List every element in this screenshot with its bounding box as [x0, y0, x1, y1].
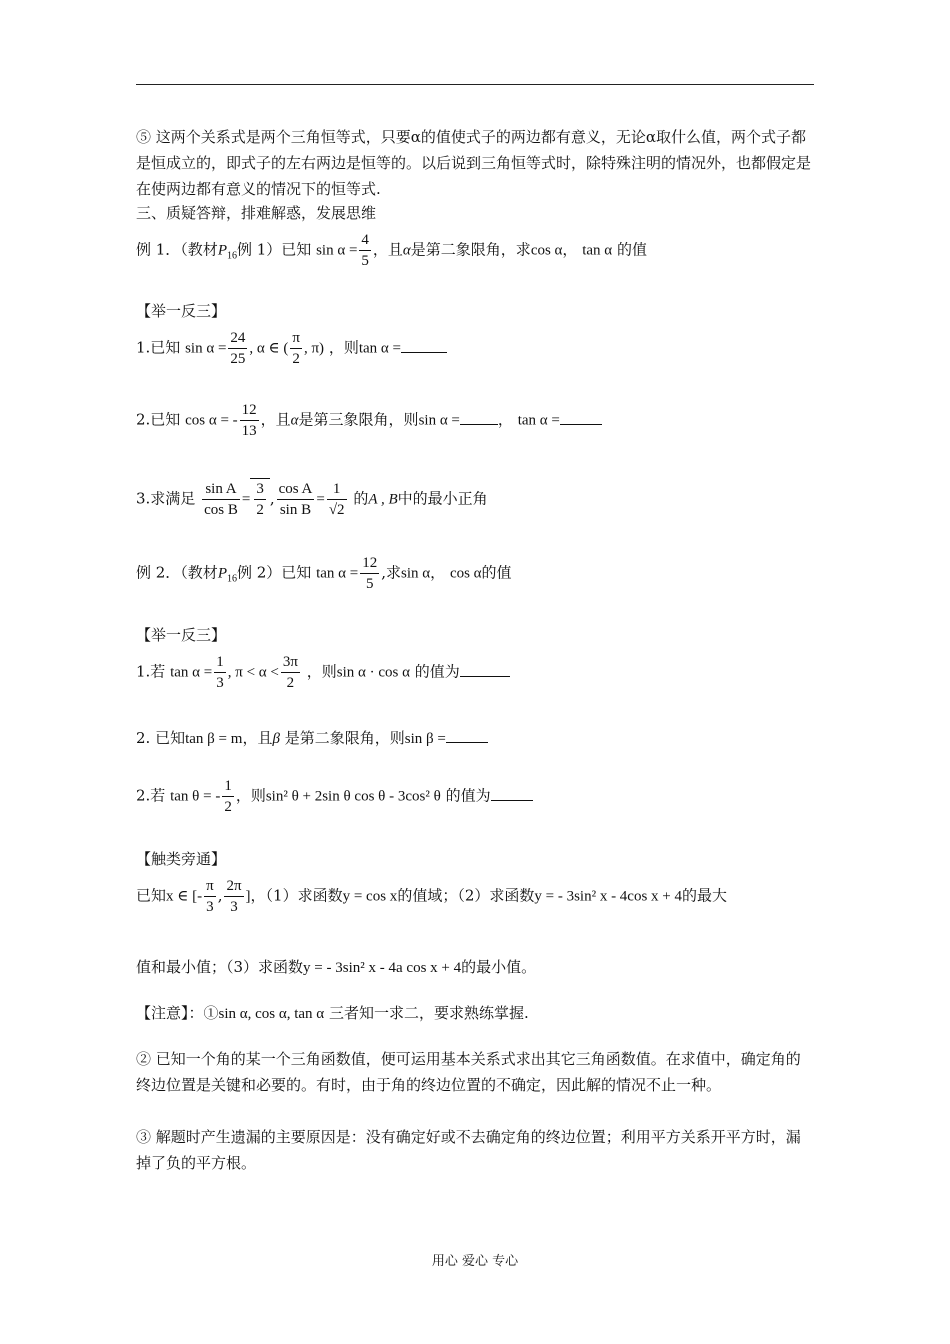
practice-r3 — [136, 776, 814, 817]
ex1-mid: 例 1）已知 — [236, 240, 312, 259]
q3-end: 中的最小正角 — [397, 489, 488, 508]
q3-sqrt-1 — [250, 478, 270, 520]
note-3: ③ 解题时产生遗漏的主要原因是：没有确定好或不去确定角的终边位置；利用平方关系开平方时，漏掉了负的平方根。 — [136, 1128, 801, 1172]
t1-lead: 已知 — [136, 886, 167, 905]
t1-f2: y = - 3sin² x - 4cos x + 4 — [534, 888, 683, 905]
r1-fraction — [214, 652, 226, 693]
q2-a2: tan α = — [517, 412, 560, 429]
practice-2 — [136, 400, 814, 441]
r1-ask: sin α · cos α — [336, 664, 410, 681]
note-formula: sin α, cos α, tan α — [218, 1006, 325, 1022]
ex1-ref: P — [217, 242, 227, 259]
q3-r2n: 1 — [327, 479, 347, 500]
t1-p2: 的值域；（2）求函数 — [397, 886, 535, 905]
r3-ask: sin² θ + 2sin θ cos θ - 3cos² θ — [265, 788, 441, 805]
ex1-alpha: α — [402, 242, 411, 259]
q3-f2d: sin B — [279, 502, 312, 518]
q1-ask: tan α = — [358, 340, 401, 357]
ex1-tail2: 是第二象限角，求 — [410, 240, 531, 259]
q2-num: 12 — [240, 400, 259, 421]
ex2-end: 的值 — [481, 563, 512, 582]
ex2-num: 12 — [360, 553, 379, 574]
q2-expr: cos α = - — [185, 412, 238, 429]
q3-r1d: 2 — [256, 502, 264, 518]
page-footer: 用心 爱心 专心 — [431, 1254, 519, 1269]
q1-fraction — [228, 328, 247, 369]
q3-f1d: cos B — [204, 502, 238, 518]
r2-lead: 2. 已知 — [136, 729, 186, 747]
q2-sep: ， — [497, 410, 513, 429]
ex2-den: 5 — [365, 576, 374, 592]
t1-frac-2 — [224, 876, 243, 917]
q3-eq-1: = — [241, 491, 251, 508]
ex2-refsub: 16 — [226, 573, 237, 585]
note-tail: 三者知一求二，要求熟练掌握. — [328, 1004, 529, 1022]
t1-frac-1 — [204, 876, 216, 917]
r3-lead: 2.若 — [136, 786, 166, 805]
ex1-tan: tan α — [582, 242, 613, 259]
q3-frac-1 — [202, 479, 240, 520]
q3-lead: 3.求满足 — [136, 489, 196, 508]
ex1-tail3: 的值 — [616, 240, 647, 259]
q3-vars: A , B — [368, 491, 398, 508]
t1-n1: π — [204, 876, 216, 897]
t2-f3: y = - 3sin² x - 4a cos x + 4 — [303, 960, 462, 976]
r1-end: 的值为 — [414, 662, 460, 681]
q3-tail: 的 — [353, 489, 369, 508]
q3-r2d: 2 — [337, 502, 345, 518]
ex2-mid: 例 2）已知 — [236, 563, 312, 582]
ex2-expr: tan α = — [316, 565, 359, 582]
q2-den: 13 — [241, 423, 257, 439]
q1-lead: 1.已知 — [136, 338, 181, 357]
q1-range: , α ∈ ( — [249, 340, 289, 357]
q1-num: 24 — [228, 328, 247, 349]
q2-mid2: 是第三象限角，则 — [298, 410, 419, 429]
r3-den: 2 — [224, 799, 232, 815]
ex1-fraction — [359, 230, 371, 271]
t1-x: x ∈ [- — [166, 888, 203, 905]
t2-p2: 的最小值。 — [461, 958, 537, 976]
q3-r2d-wrap: √2 — [328, 502, 345, 518]
ex2-sin: sin α — [401, 565, 431, 582]
r3-answer-blank[interactable] — [491, 786, 533, 801]
t1-n2: 2π — [224, 876, 243, 897]
r3-num: 1 — [222, 776, 234, 797]
r2-mid2: 是第二象限角，则 — [284, 729, 405, 747]
r2-expr: tan β = m — [185, 731, 243, 747]
q1-pnum: π — [290, 328, 302, 349]
jyfs-heading-1: 【举一反三】 — [136, 302, 227, 320]
q1-answer-blank[interactable] — [401, 338, 447, 353]
q2-lead: 2.已知 — [136, 410, 181, 429]
practice-3: 3.求满足 $\frac{\text{sin A}}{\text{cos B}}$ = $\frac{3}{2}$ , $\frac{\text{cos A}}{\text{sin B}}$ = $\frac{1}{√2}$ 的A , B中的最小正角 — [136, 478, 814, 520]
clpt-heading: 【触类旁通】 — [136, 850, 227, 868]
r3-fraction — [222, 776, 234, 817]
ex1-den: 5 — [361, 253, 369, 269]
ex2-ref: P — [217, 565, 227, 582]
q2-a1: sin α = — [418, 412, 460, 429]
jyfs-heading-2: 【举一反三】 — [136, 626, 227, 644]
q2-mid: ，且 — [260, 410, 291, 429]
extension-line-2 — [136, 954, 814, 981]
q1-pden: 2 — [292, 351, 300, 367]
practice-1 — [136, 328, 814, 369]
t1-d2: 3 — [230, 899, 238, 915]
r1-pnum: 3π — [281, 652, 300, 673]
r1-num: 1 — [214, 652, 226, 673]
note-2: ② 已知一个角的某一个三角函数值，便可运用基本关系式求出其它三角函数值。在求值中，确定角的终边位置是关键和必要的。有时，由于角的终边位置的不确定，因此解的情况不止一种。 — [136, 1050, 801, 1094]
ex2-comma: ， — [430, 563, 446, 582]
ex1-cos: cos α — [530, 242, 563, 259]
t1-d1: 3 — [206, 899, 214, 915]
q3-eq-2: = — [316, 491, 325, 508]
r3-end: 的值为 — [445, 786, 491, 805]
example-1 — [136, 230, 814, 271]
header-rule — [136, 84, 814, 85]
q1-then: ，则 — [328, 338, 359, 357]
section-heading-3: 三、质疑答辩，排难解惑，发展思维 — [136, 204, 377, 222]
r1-den: 3 — [216, 675, 224, 691]
ex1-comma: ， — [562, 240, 578, 259]
q2-fraction — [240, 400, 259, 441]
ex1-expr: sin α = — [316, 242, 358, 259]
q1-rend: , π) — [303, 340, 325, 357]
r2-answer-blank[interactable] — [446, 728, 488, 743]
ex2-tail: ,求 — [381, 563, 402, 582]
q2-answer-blank-2[interactable] — [560, 410, 602, 425]
paragraph-identity-note: ⑤ 这两个关系式是两个三角恒等式，只要α的值使式子的两边都有意义，无论α取什么值，两个式子都是恒成立的，即式子的左右两边是恒等的。以后说到三角恒等式时，除特殊注明的情况外，也都假定是在使两边都有意义的情况下的恒等式. — [136, 128, 812, 198]
q2-alpha: α — [290, 412, 299, 429]
practice-r1 — [136, 652, 814, 693]
ex1-lead: 例 1．（教材 — [136, 240, 218, 259]
r1-cond: , π < α < — [227, 664, 279, 681]
t2-p1: 值和最小值；（3）求函数 — [136, 958, 304, 976]
ex1-refsub: 16 — [226, 250, 237, 262]
q2-answer-blank-1[interactable] — [460, 410, 498, 425]
q1-pi-fraction — [290, 328, 302, 369]
example-2 — [136, 553, 814, 594]
note-lead: 【注意】：① — [136, 1004, 219, 1022]
r1-then: ，则 — [306, 662, 337, 681]
r1-lead: 1.若 — [136, 662, 166, 681]
r2-beta: β — [272, 731, 280, 747]
ex2-fraction — [360, 553, 379, 594]
ex2-cos: cos α — [449, 565, 482, 582]
r3-then: ，则 — [235, 786, 266, 805]
r2-ask: sin β = — [404, 731, 446, 747]
r1-answer-blank[interactable] — [460, 662, 510, 677]
r1-pden: 2 — [286, 675, 295, 691]
practice-r2 — [136, 725, 814, 752]
q1-den: 25 — [230, 351, 246, 367]
t1-f1: y = cos x — [342, 888, 398, 905]
t1-p3: 的最大 — [682, 886, 728, 905]
ex1-tail1: ，且 — [372, 240, 403, 259]
q3-root-frac-1 — [254, 479, 266, 520]
t1-close: ] — [245, 888, 251, 905]
q1-expr: sin α = — [185, 340, 227, 357]
ex1-num: 4 — [359, 230, 371, 251]
r2-mid: ，且 — [242, 729, 273, 747]
ex2-lead: 例 2．（教材 — [136, 563, 218, 582]
note-1 — [136, 1000, 814, 1027]
extension-line-1: 已知x ∈ [- $\frac{\pi}{3}$ , $\frac{2\pi}{3}$ ]，（1）求函数y = cos x的值域；（2）求函数y = - 3sin² x - 4cos x + 4的最大 — [136, 878, 728, 915]
q3-f1n: sin A — [202, 479, 240, 500]
q3-r1n: 3 — [254, 479, 266, 500]
r3-expr: tan θ = - — [170, 788, 221, 805]
r1-expr: tan α = — [170, 664, 213, 681]
r1-pi-fraction — [281, 652, 300, 693]
q3-frac-3 — [327, 479, 347, 520]
q3-f2n: cos A — [277, 479, 315, 500]
q3-frac-2 — [277, 479, 315, 520]
t1-p1: ，（1）求函数 — [250, 886, 343, 905]
